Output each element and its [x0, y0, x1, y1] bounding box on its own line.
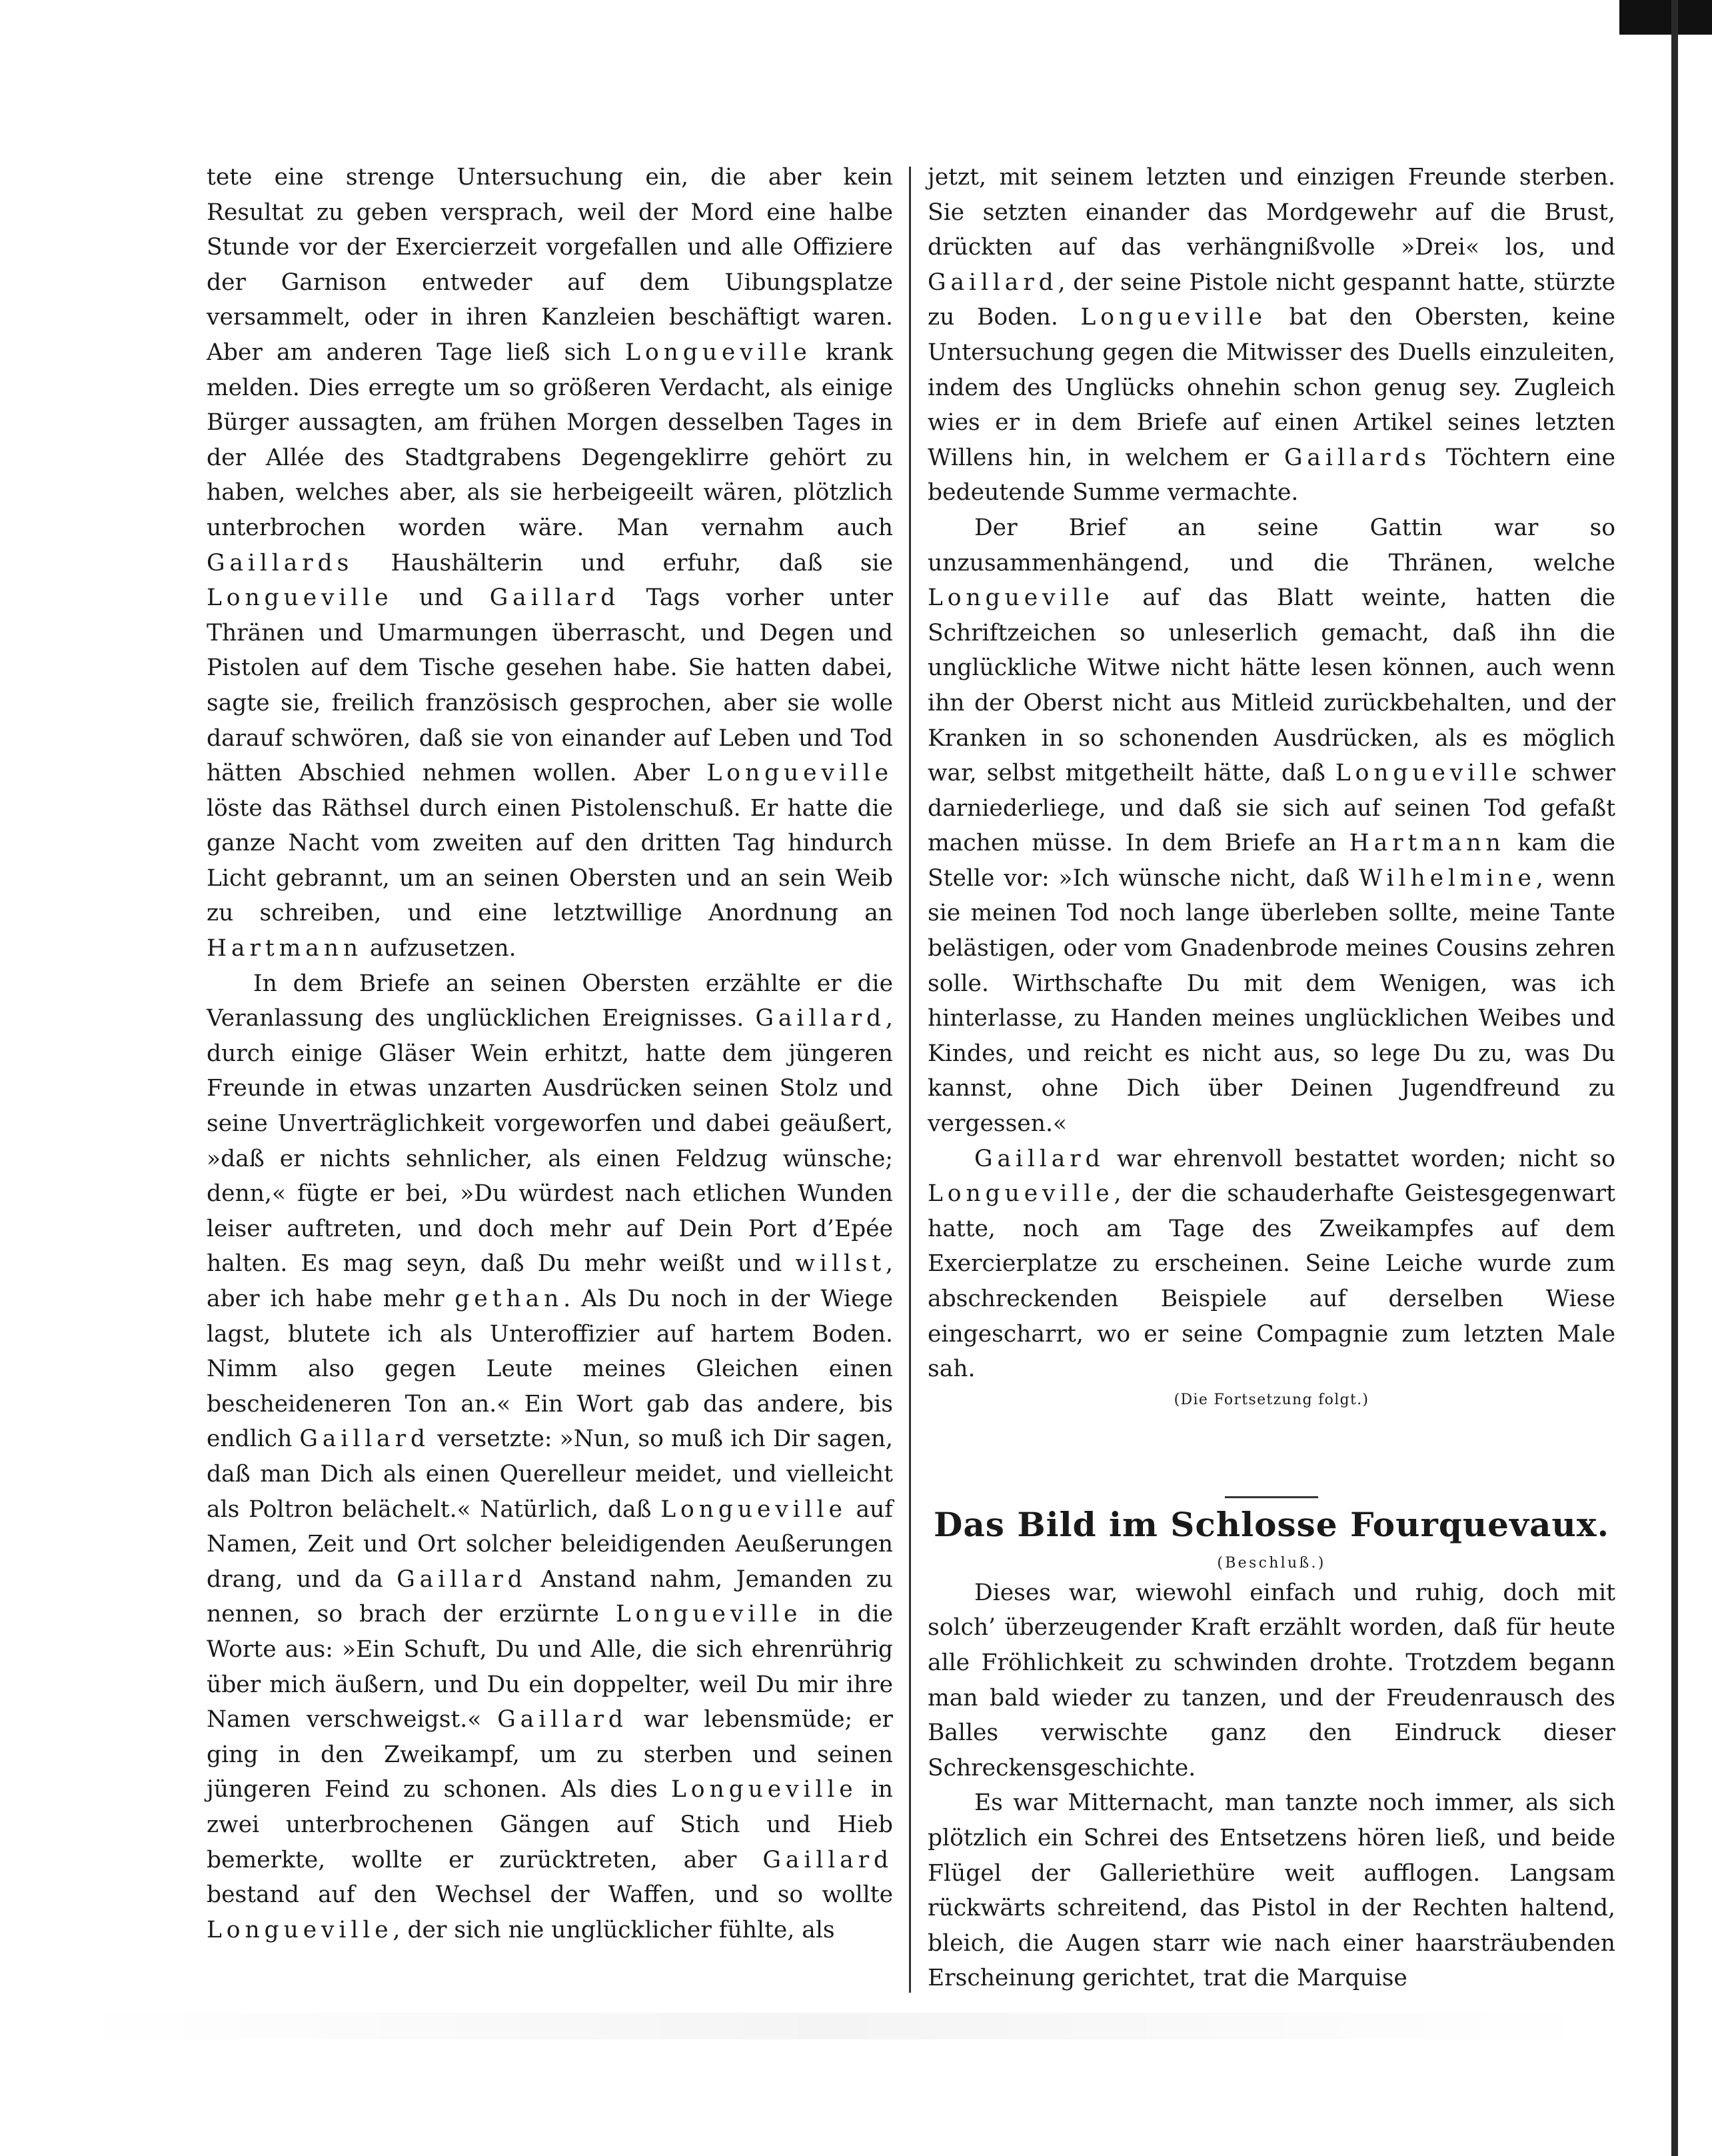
text-run: in die Worte aus: »Ein Schuft, Du und Alle, die sich ehrenrührig über mich äußern, und Du ein doppelter, weil Du mir ihre Namen verschweigst.« — [207, 1601, 893, 1733]
page-edge — [1671, 0, 1678, 2156]
text-run: , der sich nie unglücklicher fühlte, als — [393, 1916, 835, 1943]
column-rule — [909, 167, 911, 1993]
text-run: krank melden. Dies erregte um so größeren Verdacht, als einige Bürger aussagten, am frühen Morgen desselben Tages in der Allée des Stadtgrabens Degengeklirre gehört zu haben, welches aber, als sie herbeigeeilt wären, plötzlich unterbrochen worden wäre. Man vernahm auch — [207, 339, 893, 541]
spaced-name: Gaillard — [497, 1706, 628, 1733]
text-run: schwer darniederliege, und daß sie sich auf seinen Tod gefaßt machen müsse. In dem Briefe an — [928, 760, 1615, 857]
text-run: bat den Obersten, keine Untersuchung gegen die Mitwisser des Duells einzuleiten, indem des Unglücks ohnehin schon genug sey. Zugleich wies er in dem Briefe auf einen Artikel seines letzten Willens hin, in welchem er — [928, 304, 1615, 471]
text-run: war ehrenvoll bestattet worden; nicht so — [1104, 1145, 1615, 1172]
text-run: versetzte: »Nun, so muß ich Dir sagen, daß man Dich als einen Querelleur meidet, und vielleicht als Poltron belächelt.« Natürlich, daß — [207, 1426, 893, 1523]
spaced-name: Gaillard — [762, 1846, 893, 1873]
page-edge-tab — [1619, 0, 1712, 35]
spaced-name: Gaillard — [928, 269, 1058, 296]
spaced-name: Wilhelmine — [1358, 864, 1536, 892]
text-run: in zwei unterbrochenen Gängen auf Stich und Hieb bemerkte, wollte er zurücktreten, aber — [207, 1776, 893, 1873]
spaced-name: Gaillard — [397, 1566, 527, 1593]
text-run: Haushälterin und erfuhr, daß sie — [353, 549, 893, 576]
left-column — [207, 160, 893, 1947]
spaced-name: Gaillard — [974, 1145, 1105, 1172]
text-run: Anstand nahm, Jemanden zu nennen, so brach der erzürnte — [207, 1566, 894, 1628]
text-run: tete eine strenge Untersuchung ein, die aber kein Resultat zu geben versprach, weil der Mord eine halbe Stunde vor der Exercierzeit vorgefallen und alle Offiziere der Garnison entweder auf dem Uibungsplatze versammelt, oder in ihren Kanzleien beschäftigt waren. Aber am anderen Tage ließ sich — [207, 164, 893, 366]
spaced-name: Gaillard — [489, 584, 620, 612]
text-run: Dieses war, wiewohl einfach und ruhig, doch mit solch’ überzeugender Kraft erzählt worden, daß für heute alle Fröhlichkeit zu schwinden drohte. Trotzdem begann man bald wieder zu tanzen, und der Freudenrausch des Balles verwischte ganz den Eindruck dieser Schreckensgeschichte. — [928, 1579, 1615, 1781]
text-run: aufzusetzen. — [362, 935, 516, 962]
spaced-name: Longueville — [660, 1496, 847, 1523]
spaced-name: willst — [795, 1250, 886, 1278]
spaced-name: Longueville — [1080, 304, 1267, 331]
text-run: , wenn sie meinen Tod noch lange überleben sollte, meine Tante belästigen, oder vom Gnadenbrode meines Cousins zehren solle. Wirthschafte Du mit dem Wenigen, was ich hinterlasse, zu Handen meines unglücklichen Weibes und Kindes, und reicht es nicht aus, so lege Du zu, was Du kannst, ohne Dich über Deinen Jugendfreund zu vergessen.« — [928, 864, 1616, 1138]
text-run: In dem Briefe an seinen Obersten erzählte er die Veranlassung des unglücklichen Ereignisses. — [207, 970, 893, 1032]
spaced-name: Longueville — [928, 1180, 1114, 1208]
text-run: bestand auf den Wechsel der Waffen, und so wollte — [207, 1881, 893, 1909]
text-run: . Als Du noch in der Wiege lagst, blutete ich als Unteroffizier auf hartem Boden. Nimm also gegen Leute meines Gleichen einen bescheideneren Ton an.« Ein Wort gab das andere, bis endlich — [207, 1286, 894, 1453]
spaced-name: Hartmann — [207, 935, 363, 962]
continuation-note: (Die Fortsetzung folgt.) — [1174, 1391, 1369, 1408]
text-run: und — [393, 584, 490, 612]
text-run: Der Brief an seine Gattin war so unzusammenhängend, und die Thränen, welche — [928, 514, 1615, 576]
bleed-through — [67, 2013, 1599, 2039]
paragraph — [928, 160, 1615, 511]
paragraph — [207, 966, 893, 1948]
text-run: auf das Blatt weinte, hatten die Schriftzeichen so unleserlich gemacht, daß ihn die unglückliche Witwe nicht hätte lesen können, auch wenn ihn der Oberst nicht aus Mitleid zurückbehalten, und der Kranken in so schonenden Ausdrücken, als es möglich war, selbst mitgetheilt hätte, daß — [928, 584, 1615, 787]
spaced-name: Longueville — [1335, 760, 1522, 787]
spaced-name: Gaillards — [207, 549, 354, 576]
spaced-name: Gaillard — [755, 1005, 886, 1032]
text-run: , der seine Pistole nicht gespannt hatte, stürzte zu Boden. — [928, 269, 1615, 331]
text-run: kam die Stelle vor: »Ich wünsche nicht, daß — [928, 830, 1615, 892]
text-run: Tags vorher unter Thränen und Umarmungen überrascht, und Degen und Pistolen auf dem Tische gesehen habe. Sie hatten dabei, sagte sie, freilich französisch gesprochen, aber sie wolle darauf schwören, daß sie von einander auf Leben und Tod hätten Abschied nehmen wollen. Aber — [207, 584, 893, 787]
text-run: jetzt, mit seinem letzten und einzigen Freunde sterben. Sie setzten einander das Mordgewehr auf die Brust, drückten auf das verhängnißvolle »Drei« los, und — [928, 164, 1615, 261]
spaced-name: Longueville — [207, 584, 393, 612]
spaced-name: Longueville — [615, 1601, 802, 1628]
conclusion-note: (Beschluß.) — [1217, 1554, 1326, 1572]
spaced-name: Gaillard — [299, 1426, 430, 1453]
text-run: , der die schauderhafte Geistesgegenwart hatte, noch am Tage des Zweikampfes auf dem Exercierplatze zu erscheinen. Seine Leiche wurde zum abschreckenden Beispiele auf derselben Wiese eingescharrt, wo er seine Compagnie zum letzten Male sah. — [928, 1180, 1615, 1383]
text-run: , durch einige Gläser Wein erhitzt, hatte dem jüngeren Freunde in etwas unzarten Ausdrücken seinen Stolz und seine Unverträglichkeit vorgeworfen und dabei geäußert, »daß er nichts sehnlicher, als einen Feldzug wünsche; denn,« fügte er bei, »Du würdest nach etlichen Wunden leiser auftreten, und doch mehr auf Dein Port d’Epée halten. Es mag seyn, daß Du mehr weißt und — [207, 1005, 893, 1278]
right-column-upper — [928, 160, 1615, 1387]
spaced-name: Hartmann — [1349, 830, 1505, 857]
spaced-name: Longueville — [207, 1916, 393, 1943]
text-run: Es war Mitternacht, man tanzte noch immer, als sich plötzlich ein Schrei des Entsetzens hören ließ, und beide Flügel der Galleriethüre weit aufflogen. Langsam rückwärts schreitend, das Pistol in der Rechten haltend, bleich, die Augen starr wie nach einer haarsträubenden Erscheinung gerichtet, trat die Marquise — [928, 1789, 1615, 1992]
right-column-lower — [928, 1576, 1615, 1996]
text-run: auf Namen, Zeit und Ort solcher beleidigenden Aeußerungen drang, und da — [207, 1496, 894, 1593]
right-column — [928, 160, 1615, 1996]
spaced-name: Longueville — [706, 760, 893, 787]
spaced-name: Longueville — [928, 584, 1114, 612]
text-run: war lebensmüde; er ging in den Zweikampf, um zu sterben und seinen jüngeren Feind zu schonen. Als dies — [207, 1706, 893, 1803]
paragraph — [928, 1142, 1615, 1387]
spaced-name: gethan — [454, 1286, 564, 1312]
paragraph — [207, 160, 893, 966]
spaced-name: Longueville — [670, 1776, 858, 1803]
text-run: , aber ich habe mehr — [207, 1250, 893, 1312]
spaced-name: Longueville — [625, 339, 812, 366]
story-title: Das Bild im Schlosse Fourquevaux. — [934, 1504, 1609, 1544]
text-run: Töchtern eine bedeutende Summe vermachte. — [928, 444, 1615, 507]
paragraph — [928, 1576, 1615, 1786]
paragraph — [928, 1785, 1615, 1996]
text-run: löste das Räthsel durch einen Pistolenschuß. Er hatte die ganze Nacht vom zweiten auf den dritten Tag hindurch Licht gebrannt, um an seinen Obersten und an sein Weib zu schreiben, und eine letztwillige Anordnung an — [207, 794, 893, 927]
spaced-name: Gaillards — [1284, 444, 1431, 471]
paragraph — [928, 511, 1615, 1142]
